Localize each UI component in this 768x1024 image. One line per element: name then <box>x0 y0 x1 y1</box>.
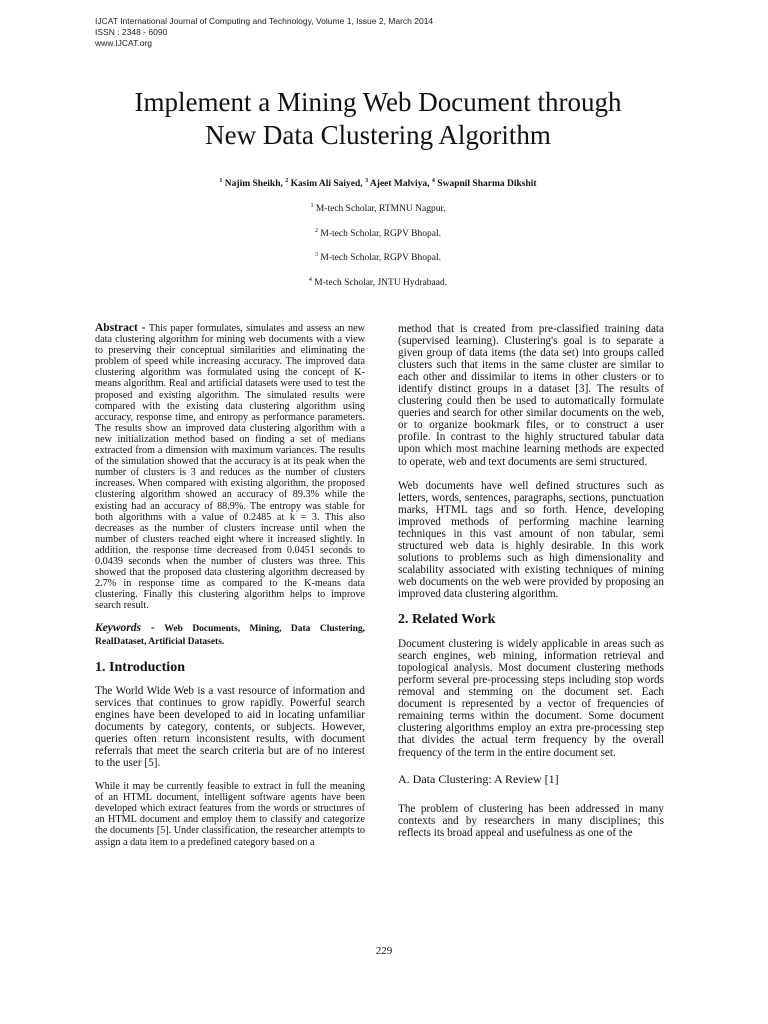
affiliation-1 <box>80 203 676 214</box>
abstract-text: This paper formulates, simulates and assess an new data clustering algorithm for mining web documents with a view to preserving their conceptual similarities and eliminating the problem of speed while increasing accuracy. The improved data clustering algorithm was formulated using the concept of K-means algorithm. Real and artificial datasets were used to test the proposed and existing algorithm. The simulated results were compared with the existing data clustering algorithm using accuracy, response time, and entropy as performance parameters. The results show an improved data clustering algorithm with a new initialization method based on finding a set of medians extracted from a dimension with maximum variances. The results of the simulation showed that the accuracy is at its peak when the number of clusters is 3 and reduces as the number of clusters increases. When compared with existing algorithm, the proposed clustering algorithm showed an accuracy of 89.3% while the existing had an accuracy of 88.9%. The entropy was stable for both algorithms with a value of 0.2485 at k = 3. This also decreases as the number of clusters increase until when the number of clusters reached eight where it increased slightly. In addition, the response time decreased from 0.0451 seconds to 0.0439 seconds when the number of clusters was three. This showed that the proposed data clustering algorithm decreased by 2.7% in response time as compared to the K-means data clustering. Finally this clustering algorithm helps to improve search result. <box>95 323 366 612</box>
right-paragraph-2: Web documents have well defined structures such as letters, words, sentences, paragraphs, sections, punctuation marks, HTML tags and so forth. Hence, developing improved methods of performing machine learning techniques in this vast amount of non tabular, semi structured web data is highly desirable. In this work solutions to problems such as high dimensionality and scalability associated with existing techniques of mining web documents on the web were provided by proposing an improved data clustering algorithm. <box>398 479 664 600</box>
affiliation-3 <box>80 252 676 263</box>
affiliation-4-marker: 4 <box>308 277 312 283</box>
affiliation-4-text: M-tech Scholar, JNTU Hydrabaad. <box>314 278 448 289</box>
affiliation-4 <box>80 277 676 288</box>
paper-title <box>80 86 676 152</box>
affiliation-2 <box>80 228 676 239</box>
author-2-marker: 2 <box>285 178 289 184</box>
affiliation-1-text: M-tech Scholar, RTMNU Nagpur. <box>315 204 446 215</box>
author-3-marker: 3 <box>365 178 369 184</box>
journal-header <box>95 16 433 49</box>
affiliation-3-marker: 3 <box>315 252 319 258</box>
author-4: Swapnil Sharma Dikshit <box>437 179 537 190</box>
data-clustering-paragraph: The problem of clustering has been addressed in many contexts and by researchers in many disciplines; this reflects its broad appeal and usefulness as one of the <box>398 802 664 839</box>
author-2: Kasim Ali Saiyed, <box>290 179 363 190</box>
left-column <box>95 323 365 860</box>
intro-paragraph-1: The World Wide Web is a vast resource of information and services that continues to grow rapidly. Powerful search engines have been developed to aid in locating unfamiliar documents by category, contents, or subjects. However, queries often return inconsistent results, with document referrals that meet the search criteria but are of no interest to the user [5]. <box>95 684 365 769</box>
author-4-marker: 4 <box>431 178 435 184</box>
journal-url[interactable]: www.IJCAT.org <box>95 38 152 48</box>
keywords-text: Web Documents, Mining, Data Clustering, RealDataset, Artificial Datasets. <box>95 624 365 647</box>
abstract-label: Abstract - <box>95 322 146 334</box>
author-1: Najim Sheikh, <box>224 179 283 190</box>
section-heading-related-work: 2. Related Work <box>398 612 496 628</box>
right-paragraph-1: method that is created from pre-classified training data (supervised learning). Clustering's goal is to separate a given group of data items (the data set) into groups called clusters such that items in the same cluster are similar to each other and dissimilar to items in other clusters or to identify distinct groups in a dataset [3]. The results of clustering could then be used to automatically formulate queries and search for other similar documents on the web, or to organize bookmark files, or to construct a user profile. In contrast to the highly structured tabular data upon which most machine learning methods are expected to operate, web and text documents are semi structured. <box>398 323 664 468</box>
affiliation-1-marker: 1 <box>310 203 314 209</box>
page-number: 229 <box>375 945 393 957</box>
intro-paragraph-2: While it may be currently feasible to extract in full the meaning of an HTML document, intelligent software agents have been developed which extract features from the words or structures of an HTML document and employ them to classify and categorize the documents [5]. Under classification, the researcher attempts to assign a data item to a predefined category based on a <box>95 781 365 848</box>
author-list <box>80 178 676 189</box>
section-heading-introduction: 1. Introduction <box>95 659 185 675</box>
paper-title-line-1: Implement a Mining Web Document through <box>134 87 622 117</box>
journal-issn: ISSN : 2348 - 6090 <box>95 27 168 37</box>
affiliation-2-text: M-tech Scholar, RGPV Bhopal. <box>320 229 441 240</box>
author-3: Ajeet Malviya, <box>369 179 430 190</box>
subsection-heading-data-clustering: A. Data Clustering: A Review [1] <box>398 771 559 786</box>
keywords-label: Keywords - <box>95 622 155 635</box>
affiliation-2-marker: 2 <box>315 228 319 234</box>
related-work-paragraph: Document clustering is widely applicable in areas such as search engines, web mining, information retrieval and topological analysis. Most document clustering methods perform several pre-processing steps including stop words removal and stemming on the document set. Each document is represented by a vector of frequencies of remaining terms within the document. Some document clustering algorithms employ an extra pre-processing step that divides the actual term frequency by the overall frequency of the term in the entire document set. <box>398 638 664 759</box>
keywords <box>95 623 365 647</box>
abstract <box>95 323 365 611</box>
journal-name: IJCAT International Journal of Computing and Technology, Volume 1, Issue 2, March 2014 <box>95 16 434 26</box>
author-1-marker: 1 <box>219 178 223 184</box>
affiliation-3-text: M-tech Scholar, RGPV Bhopal. <box>320 253 441 264</box>
paper-title-line-2: New Data Clustering Algorithm <box>205 120 551 150</box>
right-column <box>398 323 664 851</box>
